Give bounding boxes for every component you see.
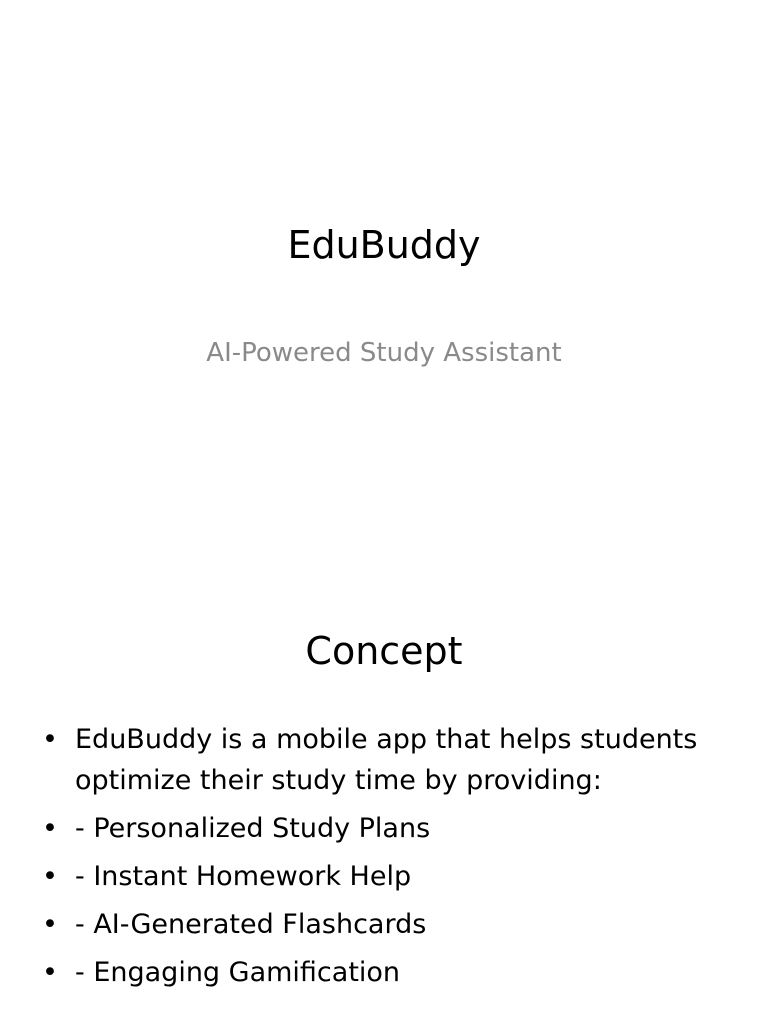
bullet-text: - AI-Generated Flashcards: [75, 909, 427, 940]
bullet-icon: •: [42, 813, 58, 844]
slide-title-heading: EduBuddy: [287, 223, 481, 267]
bullet-item: [0, 856, 768, 897]
concept-heading: Concept: [305, 629, 463, 673]
bullet-item: [0, 719, 768, 801]
bullet-text: - Personalized Study Plans: [75, 813, 431, 844]
bullet-icon: •: [42, 861, 58, 892]
bullet-icon: •: [42, 957, 58, 988]
bullet-text: EduBuddy is a mobile app that helps students optimize their study time by providing:: [75, 724, 698, 796]
bullet-icon: •: [42, 909, 58, 940]
concept-bullet-list: [0, 719, 768, 1000]
bullet-icon: •: [42, 724, 58, 755]
bullet-text: - Engaging Gamification: [75, 957, 401, 988]
slide-subtitle: AI-Powered Study Assistant: [206, 338, 562, 368]
bullet-item: [0, 904, 768, 945]
bullet-item: [0, 808, 768, 849]
slide-concept: [0, 576, 768, 1024]
bullet-item: [0, 952, 768, 993]
bullet-text: - Instant Homework Help: [75, 861, 412, 892]
